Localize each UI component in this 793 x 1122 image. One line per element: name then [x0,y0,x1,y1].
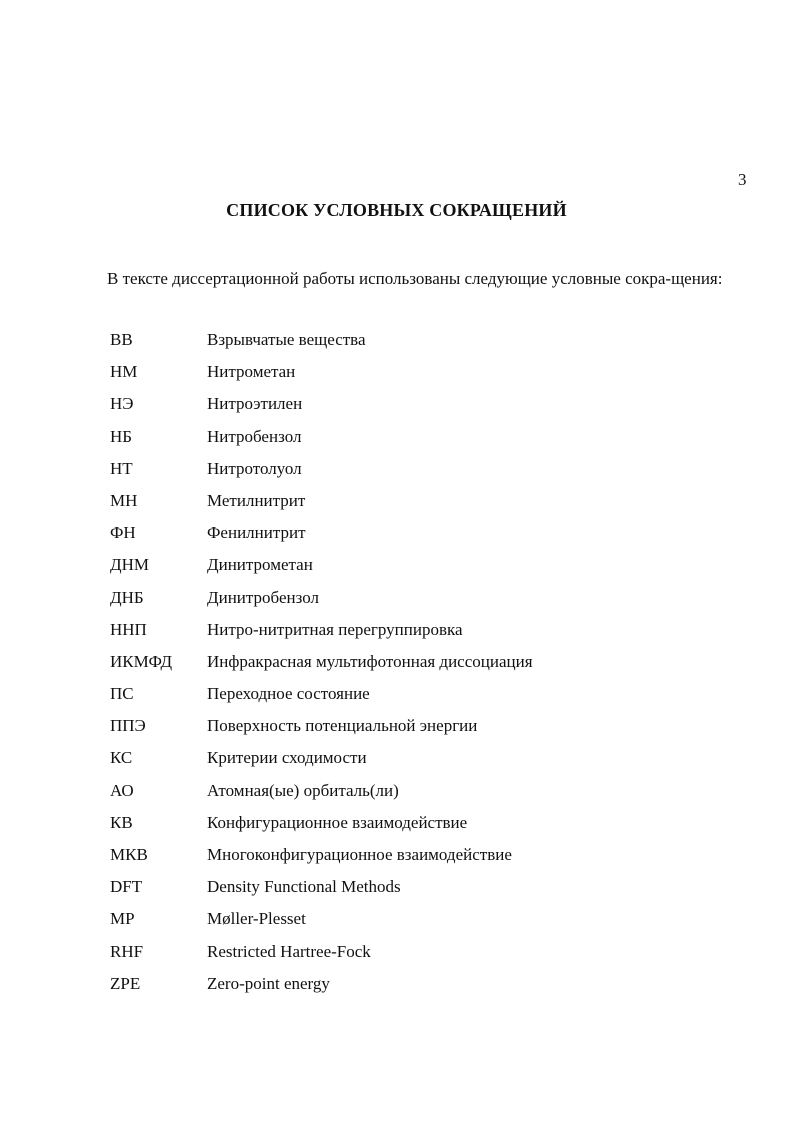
list-item [110,877,710,909]
abbreviation-term: ППЭ [110,716,146,736]
abbreviation-term: MP [110,909,135,929]
abbreviation-definition: Нитробензол [207,426,302,446]
list-item [110,459,710,491]
list-item [110,523,710,555]
page-title: СПИСОК УСЛОВНЫХ СОКРАЩЕНИЙ [226,200,567,220]
abbreviation-definition: Нитро-нитритная перегруппировка [207,619,463,639]
abbreviation-term: ДНМ [110,555,149,575]
abbreviation-definition: Restricted Hartree-Fock [207,941,371,961]
abbreviation-term: ZPE [110,973,141,993]
abbreviation-definition: Нитрометан [207,362,296,382]
list-item [110,588,710,620]
list-item [110,974,710,1006]
abbreviation-term: DFT [110,877,143,897]
abbreviation-term: НЭ [110,394,134,414]
abbreviation-term: АО [110,780,134,800]
abbreviation-definition: Метилнитрит [207,490,306,510]
abbreviation-term: ДНБ [110,587,144,607]
abbreviation-term: КВ [110,812,133,832]
list-item [110,716,710,748]
abbreviation-definition: Динитробензол [207,587,319,607]
list-item [110,330,710,362]
abbreviation-list [110,330,710,1006]
list-item [110,394,710,426]
list-item [110,748,710,780]
abbreviation-definition: Zero-point energy [207,973,330,993]
abbreviation-term: МН [110,490,138,510]
abbreviation-definition: Взрывчатые вещества [207,330,366,349]
abbreviation-term: RHF [110,941,144,961]
list-item [110,555,710,587]
abbreviation-definition: Фенилнитрит [207,523,306,543]
page-number: 3 [738,170,747,189]
list-item [110,845,710,877]
abbreviation-definition: Инфракрасная мультифотонная диссоциация [207,651,533,671]
abbreviation-definition: Нитротолуол [207,458,302,478]
list-item [110,942,710,974]
list-item [110,362,710,394]
abbreviation-definition: Критерии сходимости [207,748,367,768]
abbreviation-definition: Конфигурационное взаимодействие [207,812,468,832]
list-item [110,491,710,523]
abbreviation-definition: Поверхность потенциальной энергии [207,716,478,736]
abbreviation-term: НТ [110,458,133,478]
abbreviation-definition: Динитрометан [207,555,313,575]
abbreviation-definition: Density Functional Methods [207,877,401,897]
abbreviation-term: ФН [110,523,136,543]
list-item [110,427,710,459]
abbreviation-definition: Переходное состояние [207,684,370,704]
abbreviation-term: ПС [110,684,134,704]
list-item [110,813,710,845]
intro-paragraph: В тексте диссертационной работы использованы следующие условные сокра-щения: [107,269,723,288]
abbreviation-definition: Møller-Plesset [207,909,306,929]
abbreviation-definition: Атомная(ые) орбиталь(ли) [207,780,399,800]
abbreviation-term: ВВ [110,330,133,349]
abbreviation-term: ННП [110,619,147,639]
abbreviation-term: НБ [110,426,133,446]
abbreviation-term: НМ [110,362,138,382]
list-item [110,652,710,684]
list-item [110,909,710,941]
abbreviation-term: ИКМФД [110,651,173,671]
abbreviation-definition: Многоконфигурационное взаимодействие [207,845,512,864]
list-item [110,620,710,652]
abbreviation-term: КС [110,748,133,768]
abbreviation-term: МКВ [110,845,148,864]
abbreviation-definition: Нитроэтилен [207,394,303,414]
list-item [110,781,710,813]
list-item [110,684,710,716]
